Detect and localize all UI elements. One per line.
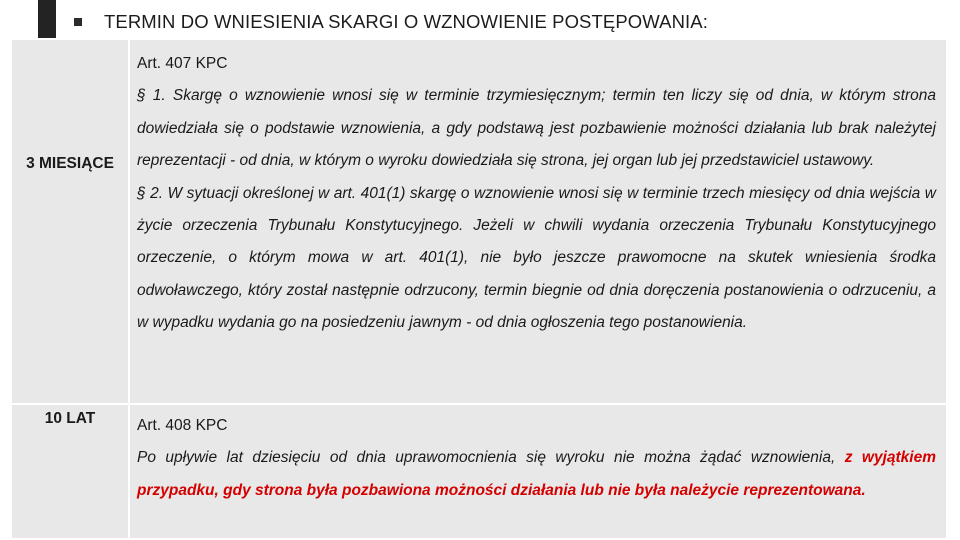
paragraph: § 2. W sytuacji określonej w art. 401(1) skargę o wznowienie wnosi się w terminie trzech miesięcy od dnia wejścia w życie orzeczenia Trybunału Konstytucyjnego. Jeżeli w chwili wydania orzeczenia Trybunału Konstytucyjnego orzeczenie, o którym mowa w art. 401(1), nie było jeszcze prawomocne na skutek wniesienia środka odwoławczego, który został następnie odrzucony, termin biegnie od dnia doręczenia postanowienia o odrzuceniu, a w wypadku wydania go na posiedzeniu jawnym - od dnia ogłoszenia tego postanowienia. [137, 184, 936, 332]
row-label-cell [11, 39, 129, 404]
bullet-square-icon [74, 18, 82, 26]
row-label-cell [11, 404, 129, 539]
highlighted-text: z wyjątkiem przypadku, gdy strona była pozbawiona możności działania lub nie była należycie reprezentowana. [137, 449, 937, 499]
row-label: 10 LAT [44, 410, 96, 427]
page-title: TERMIN DO WNIESIENIA SKARGI O WZNOWIENIE POSTĘPOWANIA: [104, 11, 708, 32]
paragraph [137, 442, 936, 507]
plain-text: Po upływie lat dziesięciu od dnia uprawomocnienia się wyroku nie można żądać wznowienia, [137, 449, 845, 467]
paragraph: § 1. Skargę o wznowienie wnosi się w terminie trzymiesięcznym; termin ten liczy się od dnia, w którym strona dowiedziała się o podstawie wznowienia, a gdy podstawą jest pozbawienie możności działania lub brak należytej reprezentacji - od dnia, w którym o wyroku dowiedziała się strona, jej organ lub jej przedstawiciel ustawowy. [137, 87, 936, 170]
article-heading: Art. 407 KPC [137, 55, 228, 72]
deadline-table [10, 38, 948, 540]
row-text-cell [129, 404, 947, 539]
table-row [11, 404, 947, 539]
table-row [11, 39, 947, 404]
article-heading: Art. 408 KPC [137, 417, 228, 434]
row-label: 3 MIESIĄCE [26, 155, 114, 172]
header [0, 0, 960, 38]
row-text-cell [129, 39, 947, 404]
